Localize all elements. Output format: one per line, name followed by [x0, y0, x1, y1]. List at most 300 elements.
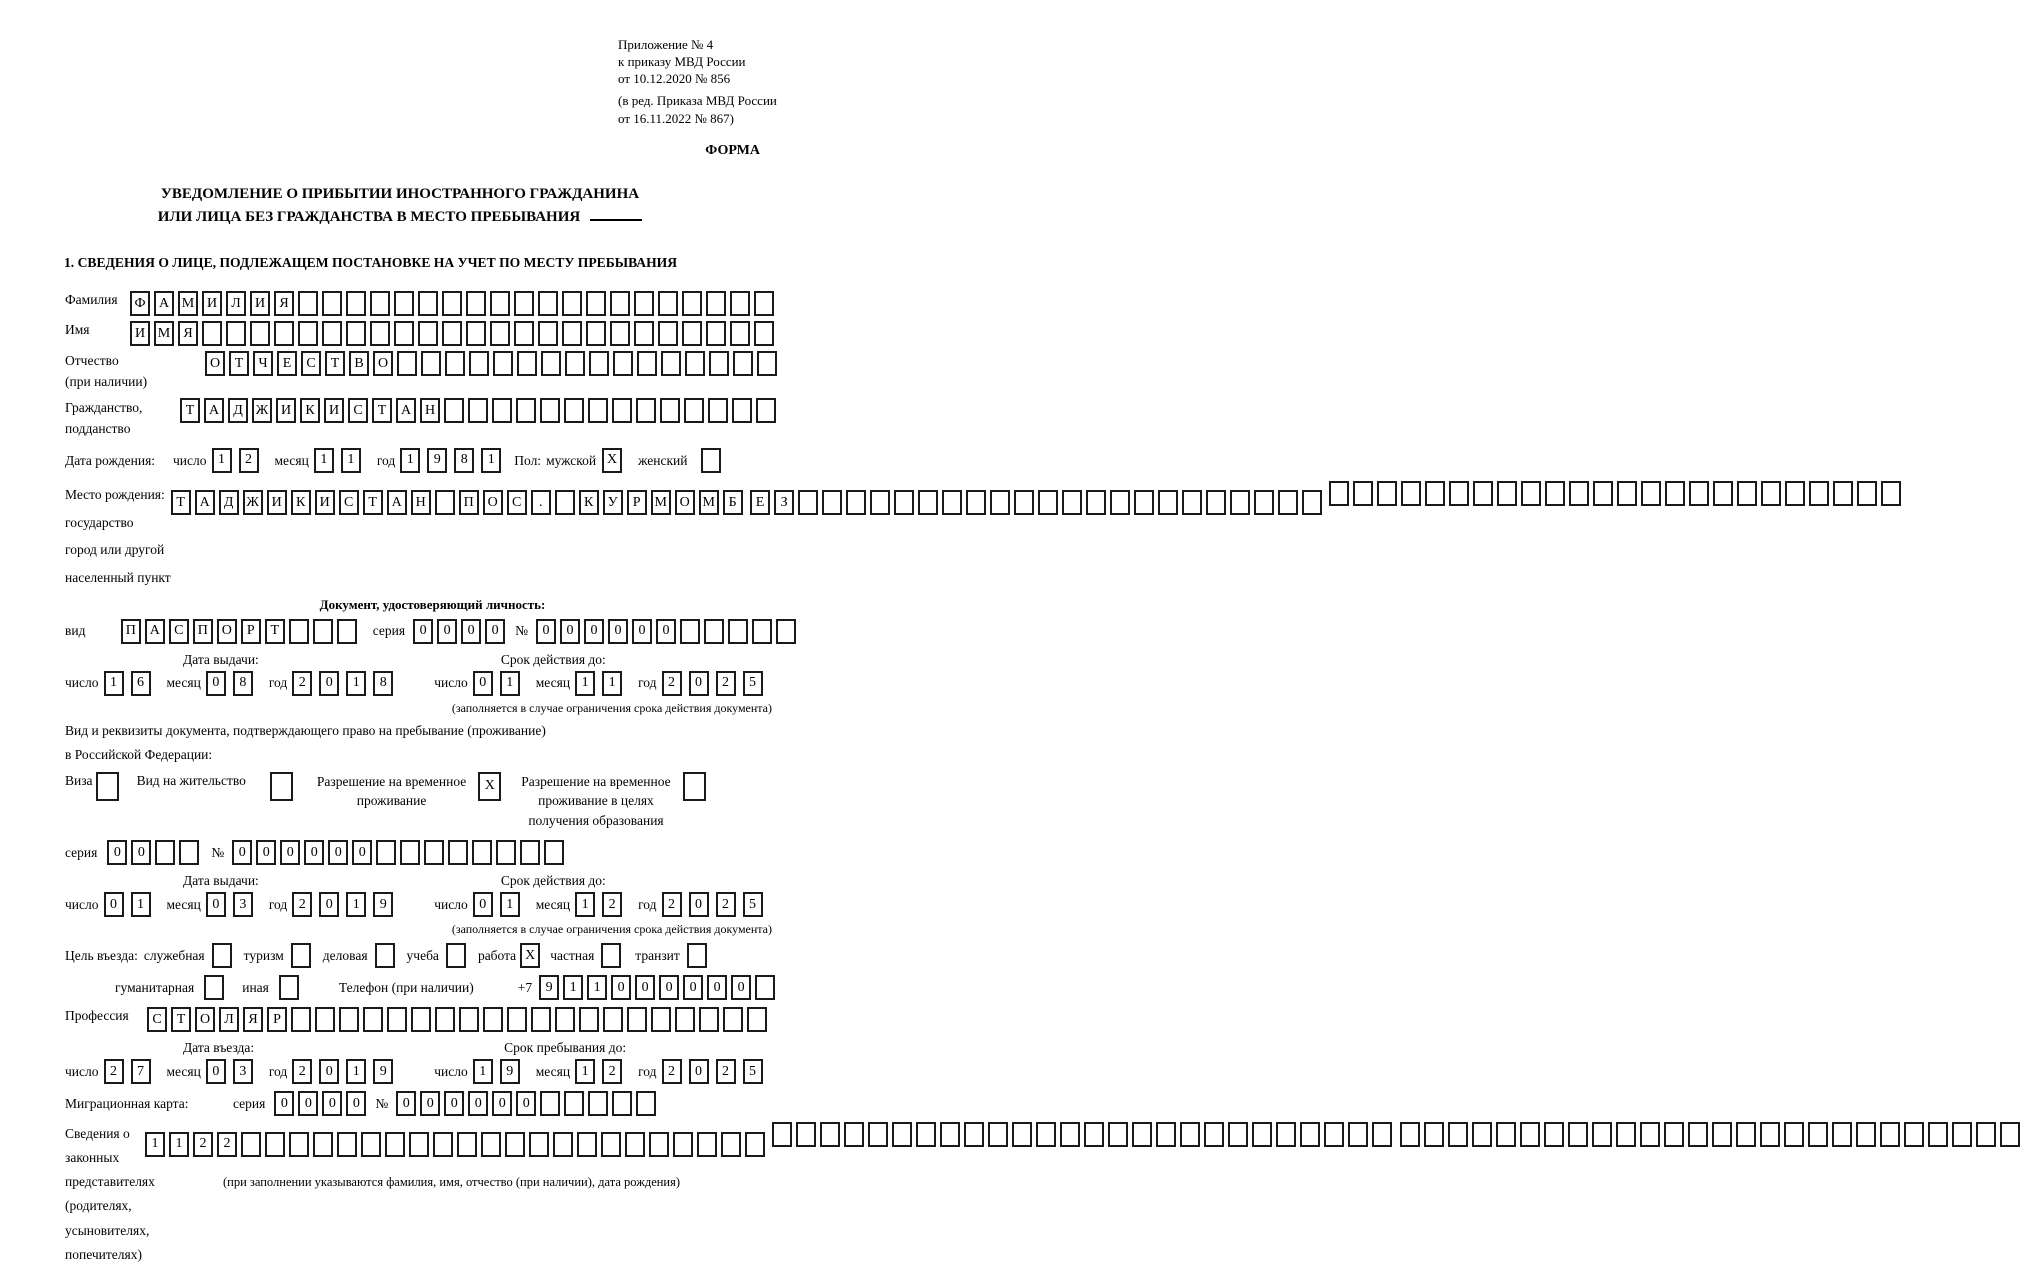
cell-box[interactable]: 3 [233, 1059, 253, 1084]
cell-box[interactable] [1857, 481, 1877, 506]
cell-box[interactable] [1617, 481, 1637, 506]
cell-box[interactable] [1808, 1122, 1828, 1147]
cell-box[interactable] [579, 1007, 599, 1032]
cell-box[interactable] [747, 1007, 767, 1032]
cell-box[interactable] [337, 619, 357, 644]
cell-box[interactable] [531, 1007, 551, 1032]
cell-box[interactable]: 2 [602, 892, 622, 917]
purpose-tourism-checkbox[interactable] [291, 943, 315, 968]
cell-box[interactable]: 1 [500, 671, 520, 696]
cell-box[interactable] [651, 1007, 671, 1032]
cell-box[interactable] [820, 1122, 840, 1147]
cell-box[interactable] [637, 351, 657, 376]
cell-box[interactable] [603, 1007, 623, 1032]
sex-male-checkbox[interactable] [602, 448, 626, 473]
cell-box[interactable] [1158, 490, 1178, 515]
cell-box[interactable]: 1 [575, 671, 595, 696]
cell-box[interactable] [1300, 1122, 1320, 1147]
cell-box[interactable] [709, 351, 729, 376]
cell-box[interactable] [1880, 1122, 1900, 1147]
cell-box[interactable] [516, 398, 536, 423]
cell-box[interactable] [942, 490, 962, 515]
cell-box[interactable]: 0 [319, 671, 339, 696]
migration-number-input[interactable] [396, 1091, 660, 1116]
cell-box[interactable]: 1 [500, 892, 520, 917]
cell-box[interactable]: 2 [292, 1059, 312, 1084]
cell-box[interactable]: 0 [104, 892, 124, 917]
cell-box[interactable] [627, 1007, 647, 1032]
cell-box[interactable] [507, 1007, 527, 1032]
cell-box[interactable] [1036, 1122, 1056, 1147]
doc-issue-day[interactable] [104, 671, 158, 696]
cell-box[interactable] [298, 291, 318, 316]
cell-box[interactable] [966, 490, 986, 515]
cell-box[interactable] [274, 321, 294, 346]
cell-box[interactable] [649, 1132, 669, 1157]
temp-permit-checkbox[interactable] [478, 772, 505, 801]
stay-series-input[interactable] [107, 840, 203, 865]
cell-box[interactable] [394, 321, 414, 346]
cell-box[interactable] [496, 840, 516, 865]
cell-box[interactable] [752, 619, 772, 644]
cell-box[interactable] [1640, 1122, 1660, 1147]
cell-box[interactable] [1832, 1122, 1852, 1147]
patronymic-input[interactable] [205, 351, 781, 376]
cell-box[interactable]: 0 [256, 840, 276, 865]
cell-box[interactable] [601, 943, 621, 968]
cell-box[interactable] [798, 490, 818, 515]
cell-box[interactable]: X [602, 448, 622, 473]
cell-box[interactable]: И [324, 398, 344, 423]
cell-box[interactable] [1976, 1122, 1996, 1147]
cell-box[interactable] [610, 291, 630, 316]
cell-box[interactable] [1353, 481, 1373, 506]
cell-box[interactable] [1156, 1122, 1176, 1147]
cell-box[interactable] [894, 490, 914, 515]
cell-box[interactable]: 1 [473, 1059, 493, 1084]
cell-box[interactable] [1400, 1122, 1420, 1147]
cell-box[interactable]: 1 [314, 448, 334, 473]
cell-box[interactable] [1928, 1122, 1948, 1147]
cell-box[interactable] [1134, 490, 1154, 515]
cell-box[interactable] [612, 1091, 632, 1116]
cell-box[interactable] [490, 291, 510, 316]
cell-box[interactable] [1833, 481, 1853, 506]
cell-box[interactable] [1180, 1122, 1200, 1147]
cell-box[interactable]: 0 [683, 975, 703, 1000]
cell-box[interactable]: Ж [243, 490, 263, 515]
cell-box[interactable]: 0 [206, 671, 226, 696]
stay-valid-year[interactable] [662, 892, 770, 917]
edu-permit-checkbox[interactable] [683, 772, 710, 801]
cell-box[interactable] [1204, 1122, 1224, 1147]
cell-box[interactable] [636, 1091, 656, 1116]
cell-box[interactable] [1348, 1122, 1368, 1147]
cell-box[interactable] [409, 1132, 429, 1157]
cell-box[interactable] [754, 321, 774, 346]
cell-box[interactable] [493, 351, 513, 376]
cell-box[interactable]: 0 [635, 975, 655, 1000]
purpose-private-checkbox[interactable] [601, 943, 625, 968]
cell-box[interactable]: 0 [396, 1091, 416, 1116]
cell-box[interactable] [376, 840, 396, 865]
cell-box[interactable] [1521, 481, 1541, 506]
cell-box[interactable]: 1 [131, 892, 151, 917]
cell-box[interactable]: М [178, 291, 198, 316]
cell-box[interactable] [755, 975, 775, 1000]
stay-issue-month[interactable] [206, 892, 260, 917]
cell-box[interactable]: К [291, 490, 311, 515]
cell-box[interactable]: Я [274, 291, 294, 316]
cell-box[interactable] [397, 351, 417, 376]
cell-box[interactable] [1784, 1122, 1804, 1147]
cell-box[interactable] [588, 398, 608, 423]
cell-box[interactable] [517, 351, 537, 376]
cell-box[interactable] [1712, 1122, 1732, 1147]
cell-box[interactable] [1252, 1122, 1272, 1147]
cell-box[interactable] [492, 398, 512, 423]
cell-box[interactable]: 0 [206, 1059, 226, 1084]
cell-box[interactable]: Т [363, 490, 383, 515]
cell-box[interactable]: 8 [373, 671, 393, 696]
cell-box[interactable]: 2 [662, 1059, 682, 1084]
cell-box[interactable]: Т [325, 351, 345, 376]
cell-box[interactable] [289, 619, 309, 644]
cell-box[interactable] [708, 398, 728, 423]
cell-box[interactable] [1110, 490, 1130, 515]
cell-box[interactable] [1616, 1122, 1636, 1147]
cell-box[interactable] [673, 1132, 693, 1157]
cell-box[interactable] [988, 1122, 1008, 1147]
cell-box[interactable] [634, 291, 654, 316]
cell-box[interactable]: Р [241, 619, 261, 644]
cell-box[interactable] [1448, 1122, 1468, 1147]
cell-box[interactable]: 0 [107, 840, 127, 865]
cell-box[interactable] [1324, 1122, 1344, 1147]
cell-box[interactable]: 0 [689, 1059, 709, 1084]
cell-box[interactable] [658, 291, 678, 316]
cell-box[interactable]: И [202, 291, 222, 316]
cell-box[interactable] [610, 321, 630, 346]
cell-box[interactable]: 0 [437, 619, 457, 644]
cell-box[interactable]: 0 [473, 671, 493, 696]
cell-box[interactable] [1062, 490, 1082, 515]
cell-box[interactable]: X [520, 943, 540, 968]
birth-day-input[interactable] [212, 448, 266, 473]
cell-box[interactable]: З [774, 490, 794, 515]
cell-box[interactable] [1856, 1122, 1876, 1147]
cell-box[interactable] [241, 1132, 261, 1157]
cell-box[interactable] [1736, 1122, 1756, 1147]
cell-box[interactable] [1593, 481, 1613, 506]
cell-box[interactable] [1688, 1122, 1708, 1147]
cell-box[interactable] [1425, 481, 1445, 506]
cell-box[interactable]: 5 [743, 1059, 763, 1084]
cell-box[interactable] [565, 351, 585, 376]
cell-box[interactable]: Л [226, 291, 246, 316]
stay-number-input[interactable] [232, 840, 568, 865]
cell-box[interactable]: Б [723, 490, 743, 515]
cell-box[interactable] [1230, 490, 1250, 515]
cell-box[interactable] [562, 321, 582, 346]
cell-box[interactable] [612, 398, 632, 423]
cell-box[interactable]: С [339, 490, 359, 515]
cell-box[interactable] [675, 1007, 695, 1032]
cell-box[interactable] [772, 1122, 792, 1147]
cell-box[interactable]: О [483, 490, 503, 515]
cell-box[interactable] [682, 321, 702, 346]
cell-box[interactable]: X [478, 772, 501, 801]
cell-box[interactable]: 0 [413, 619, 433, 644]
cell-box[interactable]: В [349, 351, 369, 376]
cell-box[interactable] [1329, 481, 1349, 506]
cell-box[interactable] [322, 321, 342, 346]
cell-box[interactable]: 1 [145, 1132, 165, 1157]
cell-box[interactable] [613, 351, 633, 376]
cell-box[interactable] [339, 1007, 359, 1032]
cell-box[interactable] [442, 321, 462, 346]
cell-box[interactable] [411, 1007, 431, 1032]
cell-box[interactable]: О [217, 619, 237, 644]
cell-box[interactable]: И [315, 490, 335, 515]
cell-box[interactable] [400, 840, 420, 865]
cell-box[interactable]: 3 [233, 892, 253, 917]
cell-box[interactable]: 0 [632, 619, 652, 644]
stay-valid-month[interactable] [575, 892, 629, 917]
cell-box[interactable]: 0 [322, 1091, 342, 1116]
cell-box[interactable]: 2 [239, 448, 259, 473]
citizenship-input[interactable] [180, 398, 780, 423]
cell-box[interactable] [538, 321, 558, 346]
cell-box[interactable] [586, 321, 606, 346]
cell-box[interactable] [385, 1132, 405, 1157]
cell-box[interactable] [1545, 481, 1565, 506]
cell-box[interactable]: Р [267, 1007, 287, 1032]
purpose-work-checkbox[interactable] [520, 943, 544, 968]
cell-box[interactable] [279, 975, 299, 1000]
cell-box[interactable] [394, 291, 414, 316]
cell-box[interactable]: 1 [169, 1132, 189, 1157]
birth-place-line1[interactable] [171, 490, 747, 515]
cell-box[interactable] [776, 619, 796, 644]
cell-box[interactable] [481, 1132, 501, 1157]
doc-valid-year[interactable] [662, 671, 770, 696]
cell-box[interactable] [212, 943, 232, 968]
profession-input[interactable] [147, 1007, 771, 1032]
cell-box[interactable] [291, 943, 311, 968]
cell-box[interactable]: 0 [274, 1091, 294, 1116]
cell-box[interactable]: 0 [689, 671, 709, 696]
cell-box[interactable]: С [507, 490, 527, 515]
visa-checkbox[interactable] [96, 772, 123, 801]
cell-box[interactable]: Д [219, 490, 239, 515]
cell-box[interactable] [1472, 1122, 1492, 1147]
cell-box[interactable] [1520, 1122, 1540, 1147]
cell-box[interactable] [730, 321, 750, 346]
cell-box[interactable] [588, 1091, 608, 1116]
cell-box[interactable] [1449, 481, 1469, 506]
birth-month-input[interactable] [314, 448, 368, 473]
cell-box[interactable] [757, 351, 777, 376]
cell-box[interactable]: М [651, 490, 671, 515]
cell-box[interactable]: С [348, 398, 368, 423]
cell-box[interactable] [1060, 1122, 1080, 1147]
cell-box[interactable] [291, 1007, 311, 1032]
cell-box[interactable] [435, 490, 455, 515]
cell-box[interactable] [636, 398, 656, 423]
cell-box[interactable]: И [130, 321, 150, 346]
residence-permit-checkbox[interactable] [270, 772, 297, 801]
cell-box[interactable] [520, 840, 540, 865]
cell-box[interactable] [1302, 490, 1322, 515]
cell-box[interactable]: 0 [473, 892, 493, 917]
cell-box[interactable] [466, 291, 486, 316]
cell-box[interactable] [1760, 1122, 1780, 1147]
cell-box[interactable] [697, 1132, 717, 1157]
cell-box[interactable] [586, 291, 606, 316]
cell-box[interactable]: 0 [298, 1091, 318, 1116]
cell-box[interactable] [732, 398, 752, 423]
cell-box[interactable] [1641, 481, 1661, 506]
cell-box[interactable] [699, 1007, 719, 1032]
cell-box[interactable]: 1 [400, 448, 420, 473]
cell-box[interactable] [1496, 1122, 1516, 1147]
cell-box[interactable] [868, 1122, 888, 1147]
cell-box[interactable] [1737, 481, 1757, 506]
cell-box[interactable]: 0 [656, 619, 676, 644]
cell-box[interactable] [1665, 481, 1685, 506]
purpose-other-checkbox[interactable] [279, 975, 303, 1000]
cell-box[interactable] [1881, 481, 1901, 506]
cell-box[interactable]: М [154, 321, 174, 346]
cell-box[interactable]: И [267, 490, 287, 515]
doc-number-input[interactable] [536, 619, 800, 644]
cell-box[interactable] [1568, 1122, 1588, 1147]
cell-box[interactable] [155, 840, 175, 865]
cell-box[interactable] [1544, 1122, 1564, 1147]
cell-box[interactable]: 9 [539, 975, 559, 1000]
cell-box[interactable]: 7 [131, 1059, 151, 1084]
cell-box[interactable]: 1 [481, 448, 501, 473]
entry-month[interactable] [206, 1059, 260, 1084]
cell-box[interactable] [685, 351, 705, 376]
purpose-business-checkbox[interactable] [375, 943, 399, 968]
cell-box[interactable]: 0 [232, 840, 252, 865]
cell-box[interactable]: 0 [319, 1059, 339, 1084]
cell-box[interactable] [1206, 490, 1226, 515]
cell-box[interactable] [363, 1007, 383, 1032]
cell-box[interactable]: Т [265, 619, 285, 644]
cell-box[interactable] [289, 1132, 309, 1157]
stay-issue-year[interactable] [292, 892, 400, 917]
cell-box[interactable]: 0 [131, 840, 151, 865]
birth-place-line2[interactable] [750, 490, 1326, 515]
cell-box[interactable] [918, 490, 938, 515]
cell-box[interactable] [721, 1132, 741, 1157]
cell-box[interactable] [346, 321, 366, 346]
cell-box[interactable]: Л [219, 1007, 239, 1032]
cell-box[interactable] [418, 291, 438, 316]
cell-box[interactable] [564, 398, 584, 423]
cell-box[interactable]: Ф [130, 291, 150, 316]
cell-box[interactable]: П [459, 490, 479, 515]
cell-box[interactable] [589, 351, 609, 376]
cell-box[interactable]: 0 [444, 1091, 464, 1116]
doc-valid-month[interactable] [575, 671, 629, 696]
cell-box[interactable] [490, 321, 510, 346]
representatives-line2[interactable] [772, 1122, 1396, 1147]
cell-box[interactable] [226, 321, 246, 346]
cell-box[interactable] [1182, 490, 1202, 515]
cell-box[interactable]: 1 [575, 1059, 595, 1084]
cell-box[interactable]: Я [243, 1007, 263, 1032]
cell-box[interactable]: А [145, 619, 165, 644]
cell-box[interactable] [564, 1091, 584, 1116]
cell-box[interactable]: Д [228, 398, 248, 423]
cell-box[interactable]: О [205, 351, 225, 376]
cell-box[interactable]: 2 [716, 671, 736, 696]
cell-box[interactable]: П [193, 619, 213, 644]
cell-box[interactable] [538, 291, 558, 316]
cell-box[interactable]: 1 [346, 671, 366, 696]
cell-box[interactable] [298, 321, 318, 346]
cell-box[interactable]: 1 [602, 671, 622, 696]
cell-box[interactable]: 0 [689, 892, 709, 917]
cell-box[interactable] [457, 1132, 477, 1157]
cell-box[interactable] [468, 398, 488, 423]
cell-box[interactable] [916, 1122, 936, 1147]
cell-box[interactable]: 9 [373, 892, 393, 917]
cell-box[interactable]: 2 [292, 671, 312, 696]
cell-box[interactable]: 0 [608, 619, 628, 644]
cell-box[interactable]: 1 [212, 448, 232, 473]
cell-box[interactable]: 9 [427, 448, 447, 473]
purpose-official-checkbox[interactable] [212, 943, 236, 968]
cell-box[interactable]: 0 [468, 1091, 488, 1116]
cell-box[interactable] [418, 321, 438, 346]
cell-box[interactable] [683, 772, 706, 801]
cell-box[interactable] [466, 321, 486, 346]
cell-box[interactable]: 6 [131, 671, 151, 696]
cell-box[interactable]: 1 [346, 892, 366, 917]
cell-box[interactable] [459, 1007, 479, 1032]
cell-box[interactable] [625, 1132, 645, 1157]
cell-box[interactable] [435, 1007, 455, 1032]
cell-box[interactable] [870, 490, 890, 515]
cell-box[interactable]: А [154, 291, 174, 316]
stay-until-day[interactable] [473, 1059, 527, 1084]
cell-box[interactable] [313, 619, 333, 644]
cell-box[interactable] [540, 1091, 560, 1116]
birth-place-line3[interactable] [1329, 481, 1905, 506]
cell-box[interactable] [387, 1007, 407, 1032]
cell-box[interactable]: Р [627, 490, 647, 515]
cell-box[interactable]: 0 [516, 1091, 536, 1116]
cell-box[interactable] [730, 291, 750, 316]
cell-box[interactable]: . [531, 490, 551, 515]
cell-box[interactable] [202, 321, 222, 346]
cell-box[interactable] [1664, 1122, 1684, 1147]
cell-box[interactable] [1785, 481, 1805, 506]
doc-valid-day[interactable] [473, 671, 527, 696]
cell-box[interactable] [1904, 1122, 1924, 1147]
cell-box[interactable] [754, 291, 774, 316]
cell-box[interactable]: 0 [319, 892, 339, 917]
cell-box[interactable]: Н [420, 398, 440, 423]
cell-box[interactable] [658, 321, 678, 346]
cell-box[interactable] [370, 321, 390, 346]
cell-box[interactable]: Я [178, 321, 198, 346]
